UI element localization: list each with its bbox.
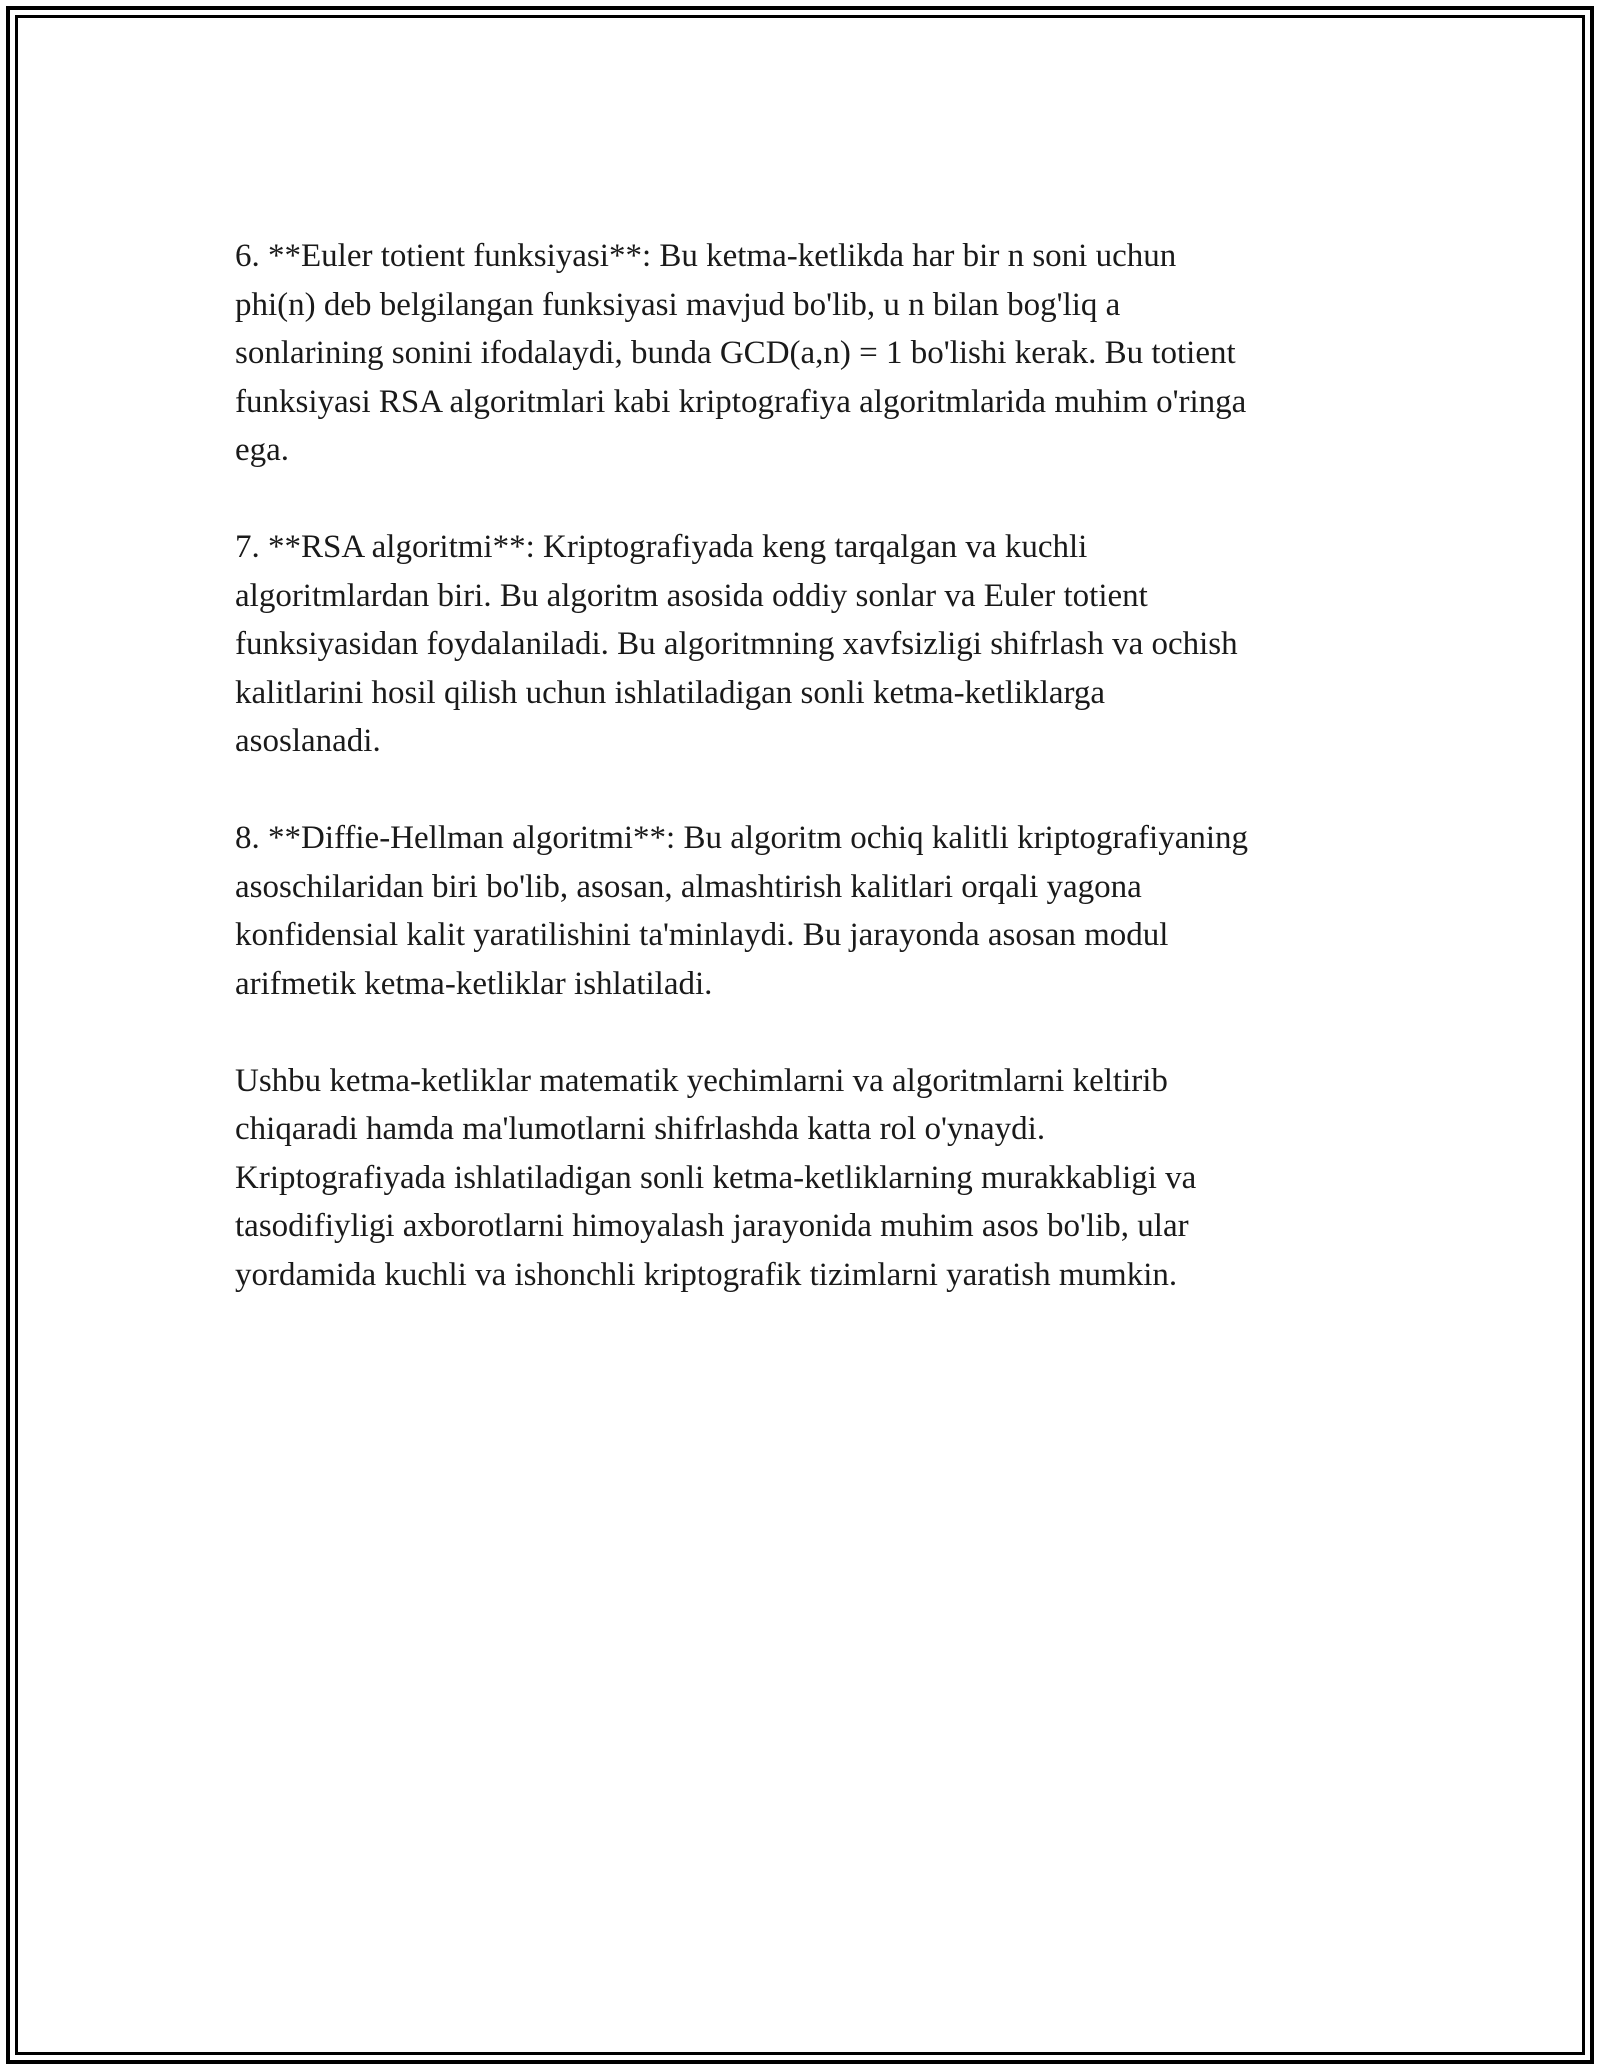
paragraph-diffie-hellman: 8. **Diffie-Hellman algoritmi**: Bu algoritm ochiq kalitli kriptografiyaning asoschilaridan biri bo'lib, asosan, almashtirish kalitlari orqali yagona konfidensial kalit yaratilishini ta'minlaydi. Bu jarayonda asosan modul arifmetik ketma-ketliklar ishlatiladi.	[235, 820, 1249, 1002]
paragraph-rsa-algorithm: 7. **RSA algoritmi**: Kriptografiyada keng tarqalgan va kuchli algoritmlardan biri. Bu algoritm asosida oddiy sonlar va Euler totient funksiyasidan foydalaniladi. Bu algoritmning xavfsizligi shifrlash va ochish kalitlarini hosil qilish uchun ishlatiladigan sonli ketma-ketliklarga asoslanadi.	[235, 529, 1238, 759]
paragraph-conclusion: Ushbu ketma-ketliklar matematik yechimlarni va algoritmlarni keltirib chiqaradi hamda ma'lumotlarni shifrlashda katta rol o'ynaydi. Kriptografiyada ishlatiladigan sonli ketma-ketliklarning murakkabligi va tasodifiyligi axborotlarni himoyalash jarayonida muhim asos bo'lib, ular yordamida kuchli va ishonchli kriptografik tizimlarni yaratish mumkin.	[235, 1062, 1197, 1293]
document-body	[235, 232, 1370, 1299]
paragraph-euler-totient: 6. **Euler totient funksiyasi**: Bu ketma-ketlikda har bir n soni uchun phi(n) deb belgilangan funksiyasi mavjud bo'lib, u n bilan bog'liq a sonlarining sonini ifodalaydi, bunda GCD(a,n) = 1 bo'lishi kerak. Bu totient funksiyasi RSA algoritmlari kabi kriptografiya algoritmlarida muhim o'ringa ega.	[235, 238, 1247, 468]
